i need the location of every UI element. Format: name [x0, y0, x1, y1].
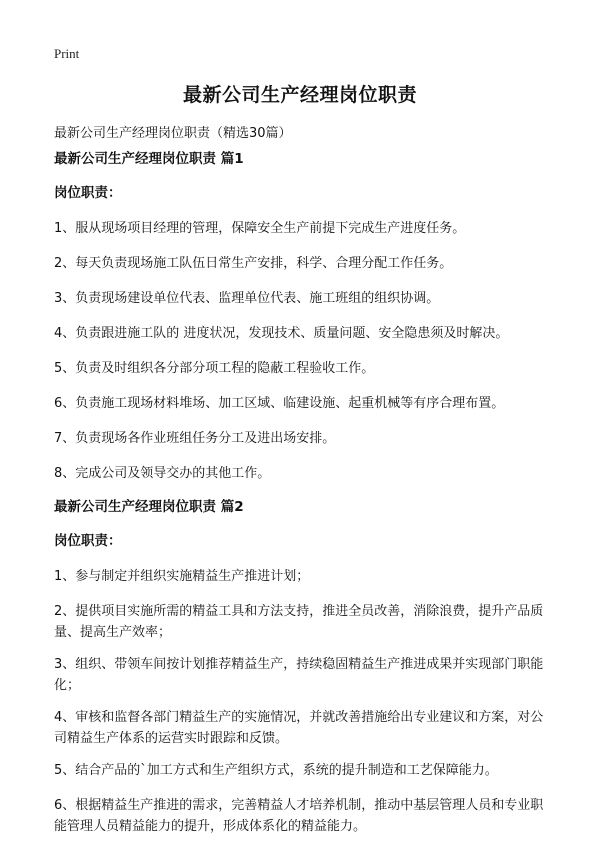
section-heading: 最新公司生产经理岗位职责 篇1 — [54, 151, 244, 167]
section-subheading: 岗位职责： — [54, 185, 122, 201]
print-label: Print — [54, 46, 80, 61]
list-item: 5、负责及时组织各分部分项工程的隐蔽工程验收工作。 — [54, 361, 375, 376]
list-item: 2、每天负责现场施工队伍日常生产安排，科学、合理分配工作任务。 — [54, 256, 453, 271]
list-item: 5、结合产品的`加工方式和生产组织方式，系统的提升制造和工艺保障能力。 — [54, 763, 498, 778]
list-item: 7、负责现场各作业班组任务分工及进出场安排。 — [54, 431, 336, 446]
list-item: 8、完成公司及领导交办的其他工作。 — [54, 466, 271, 481]
list-item: 4、审核和监督各部门精益生产的实施情况，并就改善措施给出专业建议和方案，对公司精益生产体系的运营实时跟踪和反馈。 — [54, 710, 544, 746]
list-item: 3、组织、带领车间按计划推荐精益生产，持续稳固精益生产推进成果并实现部门职能化； — [54, 657, 544, 693]
list-item: 6、根据精益生产推进的需求，完善精益人才培养机制，推动中基层管理人员和专业职能管理人员精益能力的提升，形成体系化的精益能力。 — [54, 798, 544, 834]
section-heading: 最新公司生产经理岗位职责 篇2 — [54, 499, 244, 515]
list-item: 1、参与制定并组织实施精益生产推进计划； — [54, 569, 310, 584]
document-body — [54, 150, 554, 848]
section-1 — [54, 150, 554, 484]
list-item: 4、负责跟进施工队的 进度状况，发现技术、质量问题、安全隐患须及时解决。 — [54, 326, 509, 341]
section-subheading: 岗位职责： — [54, 533, 122, 549]
section-2 — [54, 498, 554, 837]
list-item: 2、提供项目实施所需的精益工具和方法支持，推进全员改善，消除浪费，提升产品质量、提高生产效率； — [54, 604, 544, 640]
list-item: 1、服从现场项目经理的管理，保障安全生产前提下完成生产进度任务。 — [54, 221, 466, 236]
page-title: 最新公司生产经理岗位职责 — [182, 84, 417, 106]
page-subtitle: 最新公司生产经理岗位职责（精选30篇） — [54, 126, 292, 141]
list-item: 3、负责现场建设单位代表、监理单位代表、施工班组的组织协调。 — [54, 291, 440, 306]
list-item: 6、负责施工现场材料堆场、加工区域、临建设施、起重机械等有序合理布置。 — [54, 396, 505, 411]
